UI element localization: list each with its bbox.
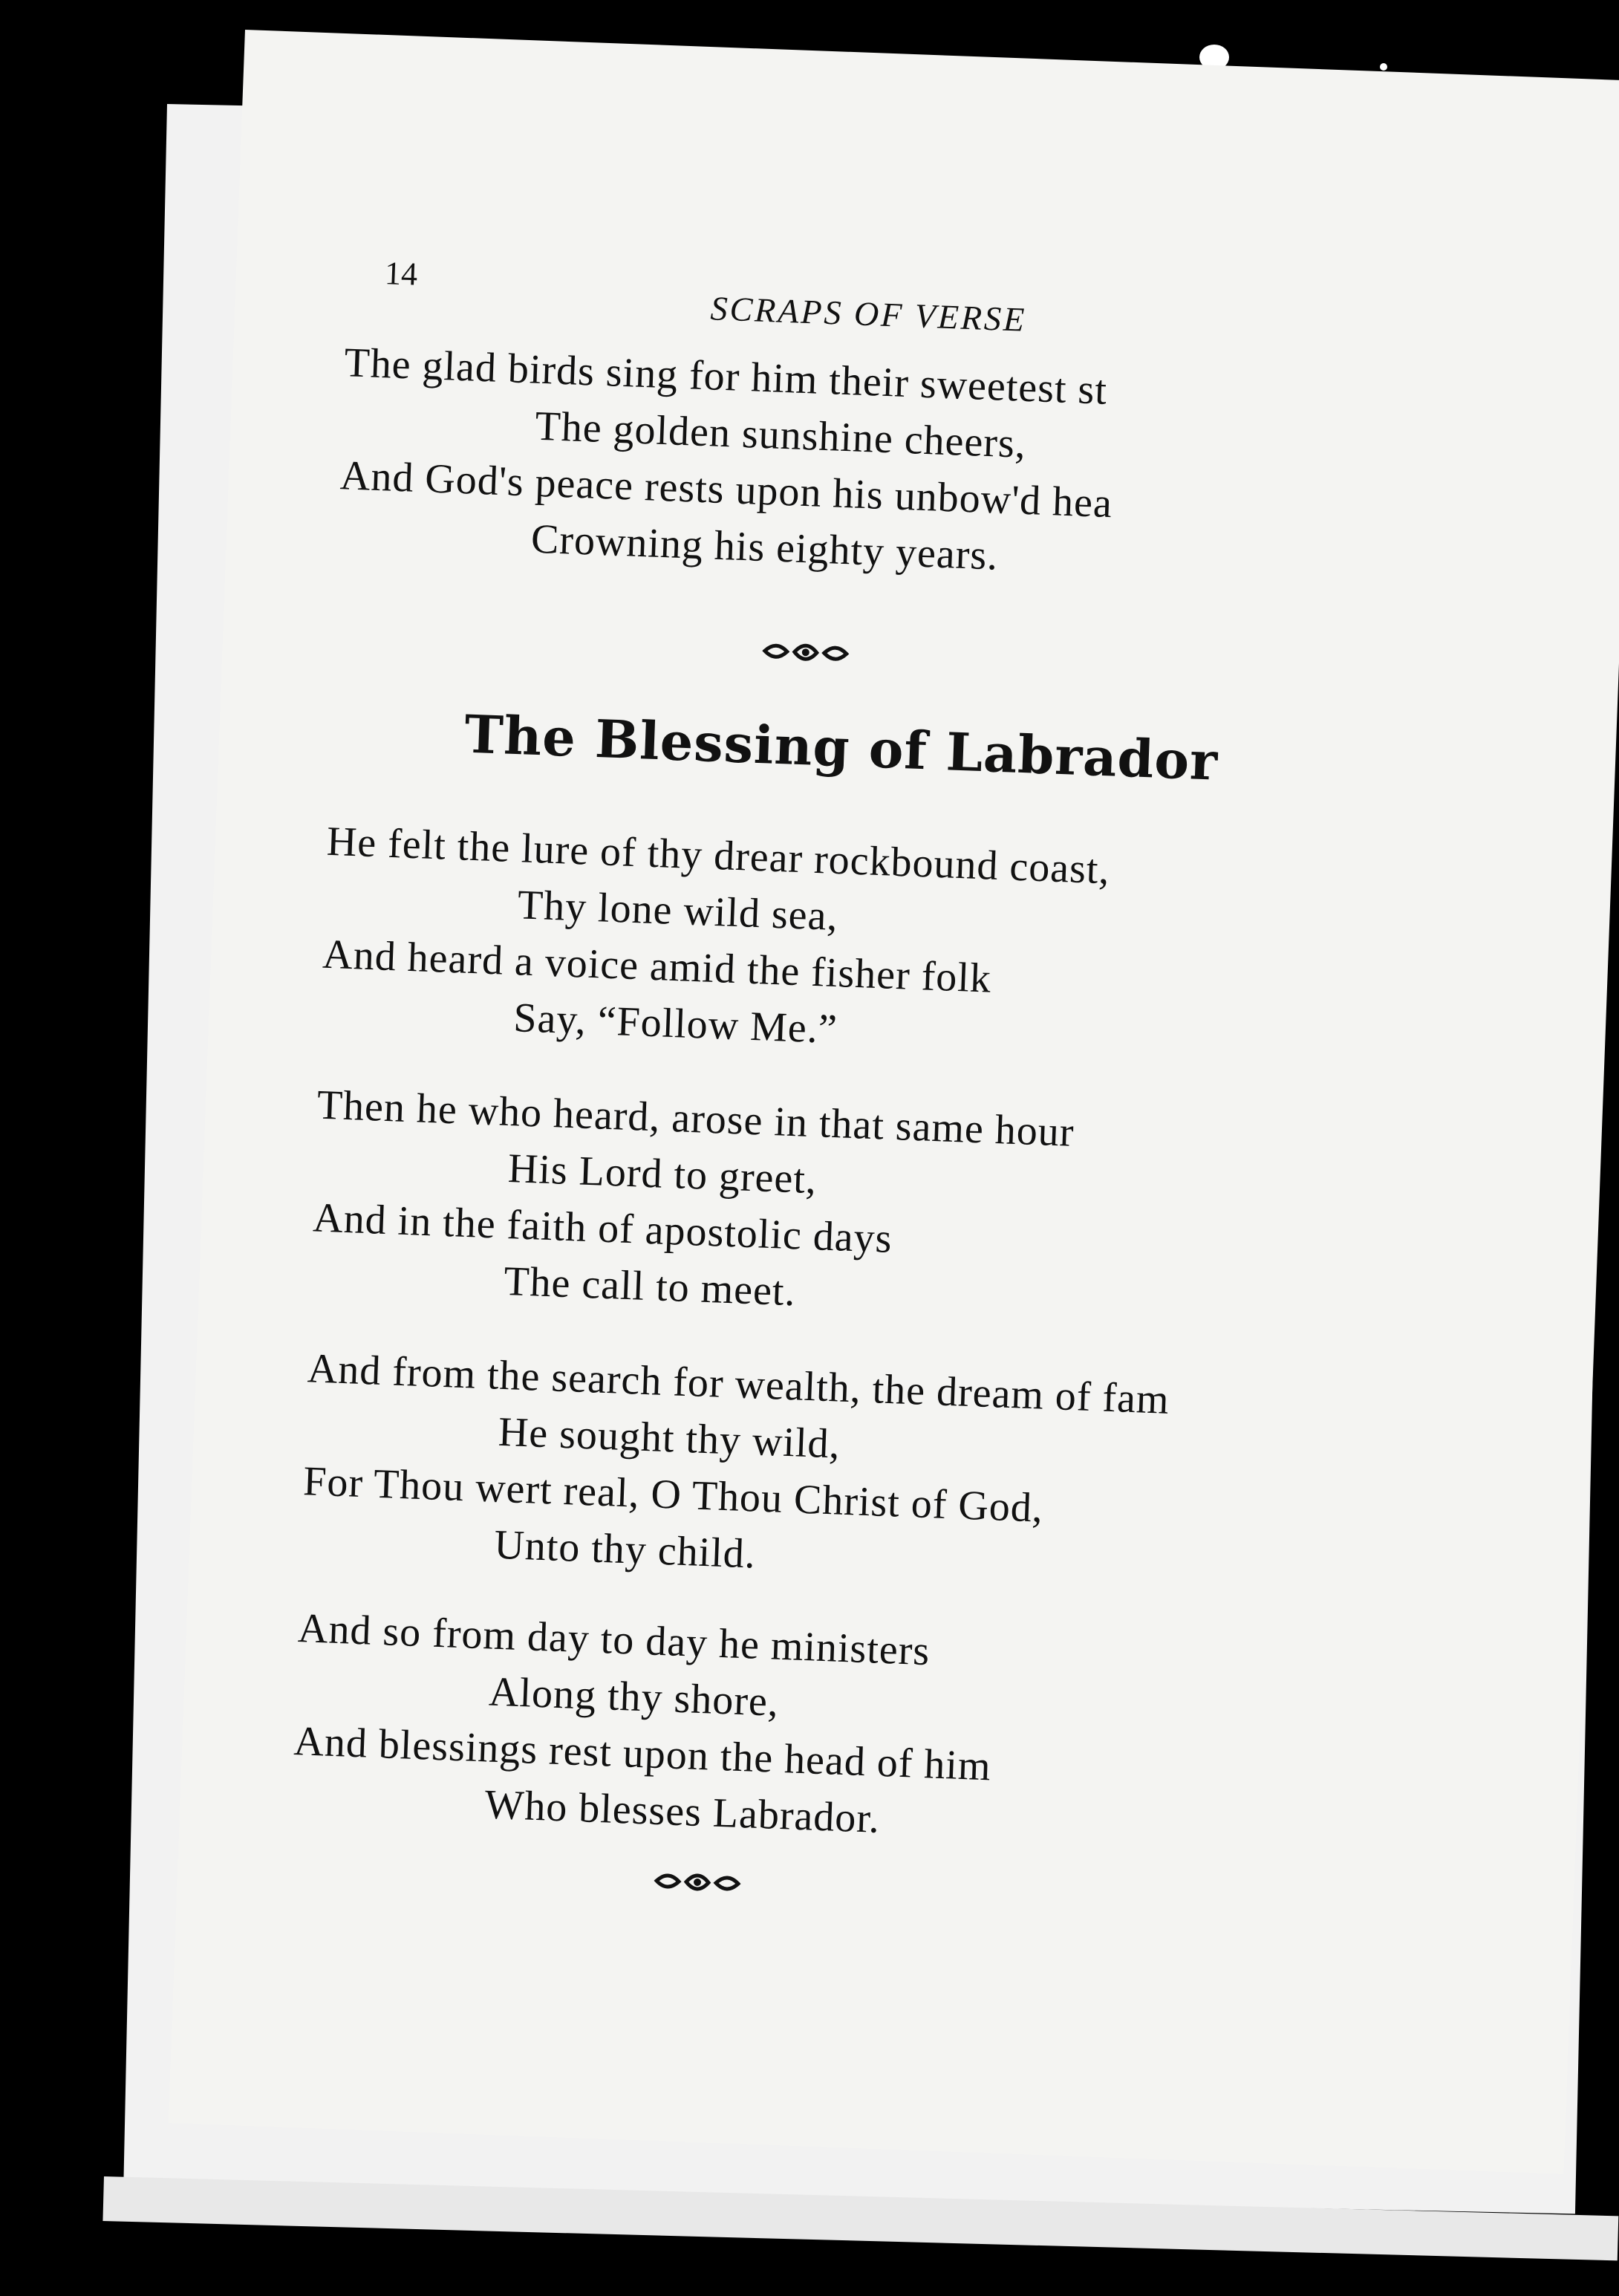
poem-stanza-1 [319,813,1111,1067]
verse-line: And so from day to day he ministers [297,1605,931,1675]
verse-line: He sought thy wild, [497,1408,841,1468]
verse-line: Say, “Follow Me.” [512,995,838,1053]
verse-line: And in the faith of apostolic days [312,1194,893,1263]
poem-stanza-2 [310,1077,1075,1330]
page-number: 14 [384,255,418,293]
page-header [384,254,1573,342]
verse-line: The call to meet. [503,1258,797,1316]
verse-line: And from the search for wealth, the dream of fam [306,1345,1170,1423]
poem-stanza-4 [290,1600,996,1851]
verse-line: Crowning his eighty years. [530,516,1000,579]
verse-line: Who blesses Labrador. [483,1781,882,1842]
verse-line: Unto thy child. [493,1521,757,1578]
ornament-divider-icon [760,636,850,669]
verse-line: Thy lone wild sea, [516,882,839,940]
verse-line: Then he who heard, arose in that same hour [316,1082,1075,1156]
poem-stanza-3 [300,1340,1170,1597]
verse-line: And heard a voice amid the fisher folk [322,931,993,1002]
verse-line: Along thy shore, [488,1668,780,1726]
verse-line: For Thou wert real, O Thou Christ of God, [302,1458,1044,1532]
running-head: SCRAPS OF VERSE [709,289,1028,339]
verse-line: And God's peace rests upon his unbow'd hea [339,452,1113,527]
opening-stanza [337,334,1118,588]
book-page [169,30,1619,2174]
verse-line: He felt the lure of thy drear rockbound coast, [325,818,1111,894]
verse-line: The glad birds sing for him their sweetest st [343,339,1109,414]
verse-line: The golden sunshine cheers, [534,403,1027,467]
ornament-divider-icon [652,1866,742,1899]
film-speck [1380,63,1387,71]
verse-line: His Lord to greet, [506,1145,818,1203]
verse-line: And blessings rest upon the head of him [293,1717,992,1790]
poem-title: The Blessing of Labrador [463,703,1219,793]
